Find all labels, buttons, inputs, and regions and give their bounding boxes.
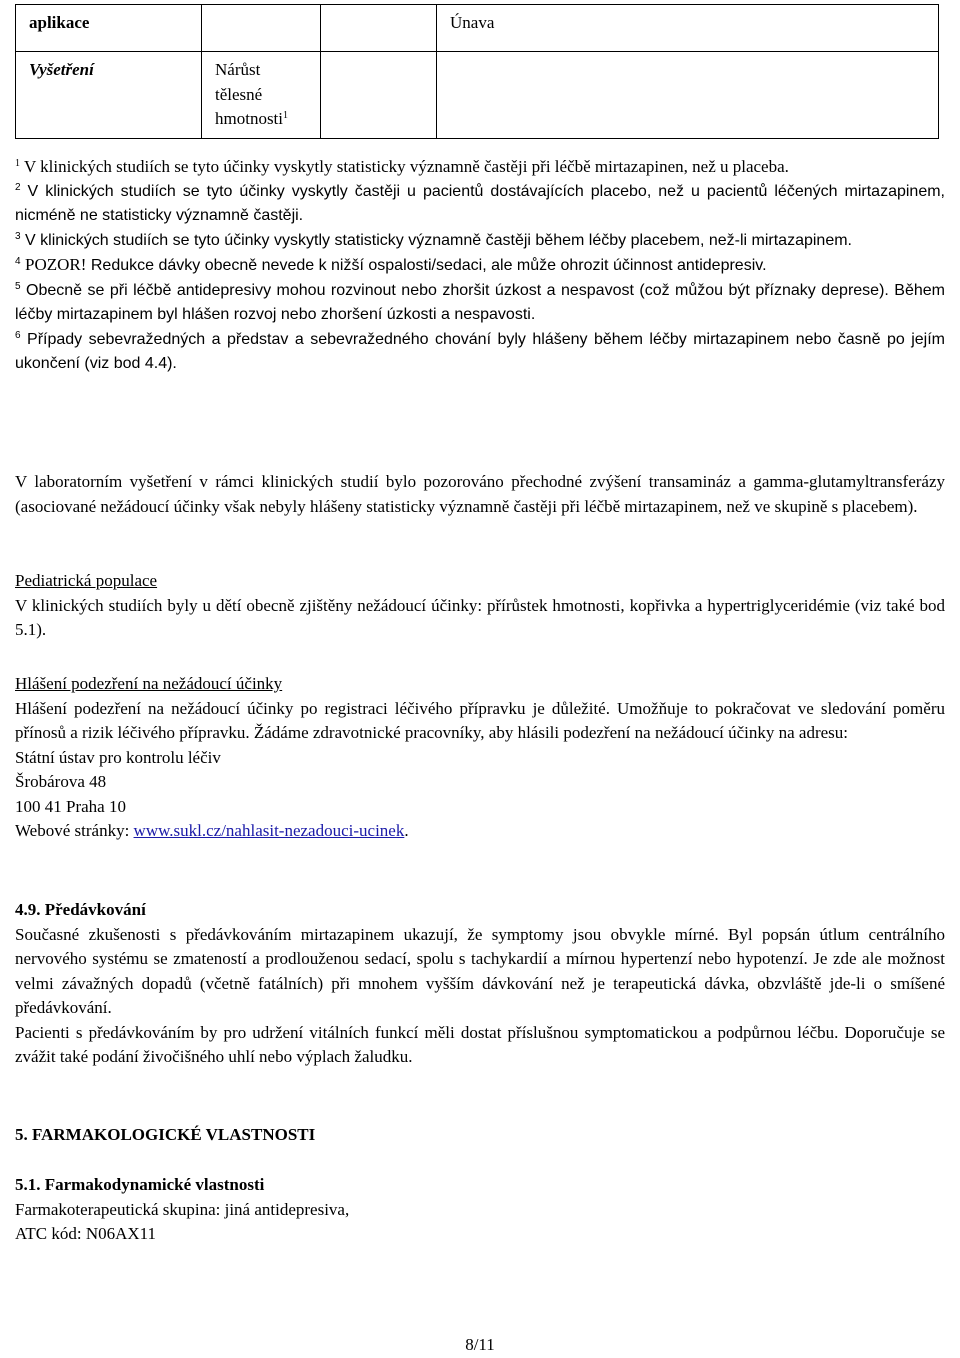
- weight-gain-label: Nárůst tělesné hmotnosti: [215, 60, 284, 128]
- address-line: Státní ústav pro kontrolu léčiv: [15, 747, 221, 767]
- paragraph: V laboratorním vyšetření v rámci klinických studií bylo pozorováno přechodné zvýšení transamináz a gamma-glutamyltransferázy (asociované nežádoucí účinky však nebyly hlášeny statisticky významně častěji při léčbě mirtazapinem, než ve skupině s placebem).: [15, 472, 945, 516]
- pharmacology-section: [15, 1123, 945, 1148]
- section-heading: Pediatrická populace: [15, 571, 158, 590]
- footnote-number: 2: [15, 181, 21, 193]
- table-cell: aplikace: [16, 5, 202, 52]
- address-line: Šrobárova 48: [15, 772, 107, 791]
- section-heading: 4.9. Předávkování: [15, 900, 146, 919]
- footnote-number: 5: [15, 280, 21, 292]
- paragraph: Současné zkušenosti s předávkováním mirtazapinem ukazují, že symptomy jsou obvykle mírné. Byl popsán útlum centrálního nervového systému se zmateností a prodlouženou sedací, spolu s tachykardií a mírnou hypertenzí nebo hypotenzí. Je zde ale možnost velmi závažných dopadů (včetně fatálních) při mnohem vyšším dávkování než je terapeutická dávka, obzvláště jde-li o smíšené předávkování.: [15, 924, 945, 1017]
- footnote-number: 1: [15, 158, 20, 169]
- paragraph: Hlášení podezření na nežádoucí účinky po registraci léčivého přípravku je důležité. Umožňuje to pokračovat ve sledování poměru přínosů a rizik léčivého přípravku. Žádáme zdravotnické pracovníky, aby hlásili podezření na nežádoucí účinky na adresu:: [15, 698, 945, 742]
- footnote: [15, 180, 945, 229]
- footnote-text: V klinických studiích se tyto účinky vyskytly statisticky významně častěji během léčby placebem, než-li mirtazapinem.: [25, 231, 852, 249]
- table-cell: [321, 52, 437, 139]
- punctuation: .: [404, 821, 409, 840]
- footnote-text: Redukce dávky obecně nevede k nižší ospalosti/sedaci, ale může ohrozit účinnost antidepresiv.: [90, 257, 767, 274]
- website-label: Webové stránky:: [15, 821, 134, 840]
- footnote-text: Obecně se při léčbě antidepresivy mohou rozvinout nebo zhoršit úzkost a nespavost (což můžou být příznaky deprese). Během léčby mirtazapinem byl hlášen rozvoj nebo zhoršení úzkosti a nespavosti.: [15, 281, 945, 323]
- adverse-effects-table: [15, 4, 939, 139]
- paragraph: Pacienti s předávkováním by pro udržení vitálních funkcí měli dostat příslušnou symptomatickou a podpůrnou léčbu. Doporučuje se zvážit také podání živočišného uhlí nebo výplach žaludku.: [15, 1022, 945, 1066]
- pediatric-section: [15, 569, 945, 643]
- subsection-heading: 5.1. Farmakodynamické vlastnosti: [15, 1175, 265, 1194]
- pharmacodynamics-section: [15, 1173, 945, 1247]
- paragraph: V klinických studiích byly u dětí obecně zjištěny nežádoucí účinky: přírůstek hmotnosti, kopřivka a hypertriglyceridémie (viz také bod 5.1).: [15, 595, 945, 639]
- paragraph: ATC kód: N06AX11: [15, 1224, 157, 1243]
- table-cell: Vyšetření: [16, 52, 202, 139]
- footnote-lead: POZOR!: [25, 255, 87, 274]
- paragraph: Farmakoterapeutická skupina: jiná antidepresiva,: [15, 1199, 350, 1219]
- footnote: [15, 155, 945, 180]
- page-number: 8/11: [465, 1335, 495, 1354]
- overdose-section: [15, 898, 945, 1070]
- table-cell: [202, 5, 321, 52]
- reporting-section: [15, 672, 945, 844]
- footnote-text: V klinických studiích se tyto účinky vyskytly častěji u pacientů dostávajících placebo, než u pacientů léčených mirtazapinem, nicméně ne statisticky významně častěji.: [15, 182, 945, 224]
- section-heading: Hlášení podezření na nežádoucí účinky: [15, 674, 283, 693]
- website-line: [15, 819, 945, 844]
- footnote-number: 3: [15, 230, 21, 242]
- footnote: [15, 328, 945, 377]
- table-cell: Únava: [437, 5, 939, 52]
- table-cell: [202, 52, 321, 139]
- footnote: [15, 229, 945, 254]
- footnote-ref: 1: [283, 110, 289, 121]
- lab-paragraph: [15, 470, 945, 519]
- table-cell: [437, 52, 939, 139]
- footnote-text: Případy sebevražedných a představ a sebevražedného chování byly hlášeny během léčby mirtazapinem nebo časně po jejím ukončení (viz bod 4.4).: [15, 330, 945, 372]
- footnote-text: V klinických studiích se tyto účinky vyskytly statisticky významně častěji při léčbě mirtazapinen, než u placeba.: [23, 157, 789, 176]
- table-cell: [321, 5, 437, 52]
- address-line: 100 41 Praha 10: [15, 796, 126, 816]
- footnotes: [15, 155, 945, 377]
- footnote-number: 4: [15, 256, 21, 267]
- footnote: [15, 279, 945, 328]
- table-row: [16, 52, 939, 139]
- table-row: [16, 5, 939, 52]
- footnote: [15, 253, 945, 279]
- section-heading: 5. FARMAKOLOGICKÉ VLASTNOSTI: [15, 1125, 316, 1144]
- website-link[interactable]: www.sukl.cz/nahlasit-nezadouci-ucinek: [133, 821, 405, 840]
- footnote-number: 6: [15, 329, 21, 341]
